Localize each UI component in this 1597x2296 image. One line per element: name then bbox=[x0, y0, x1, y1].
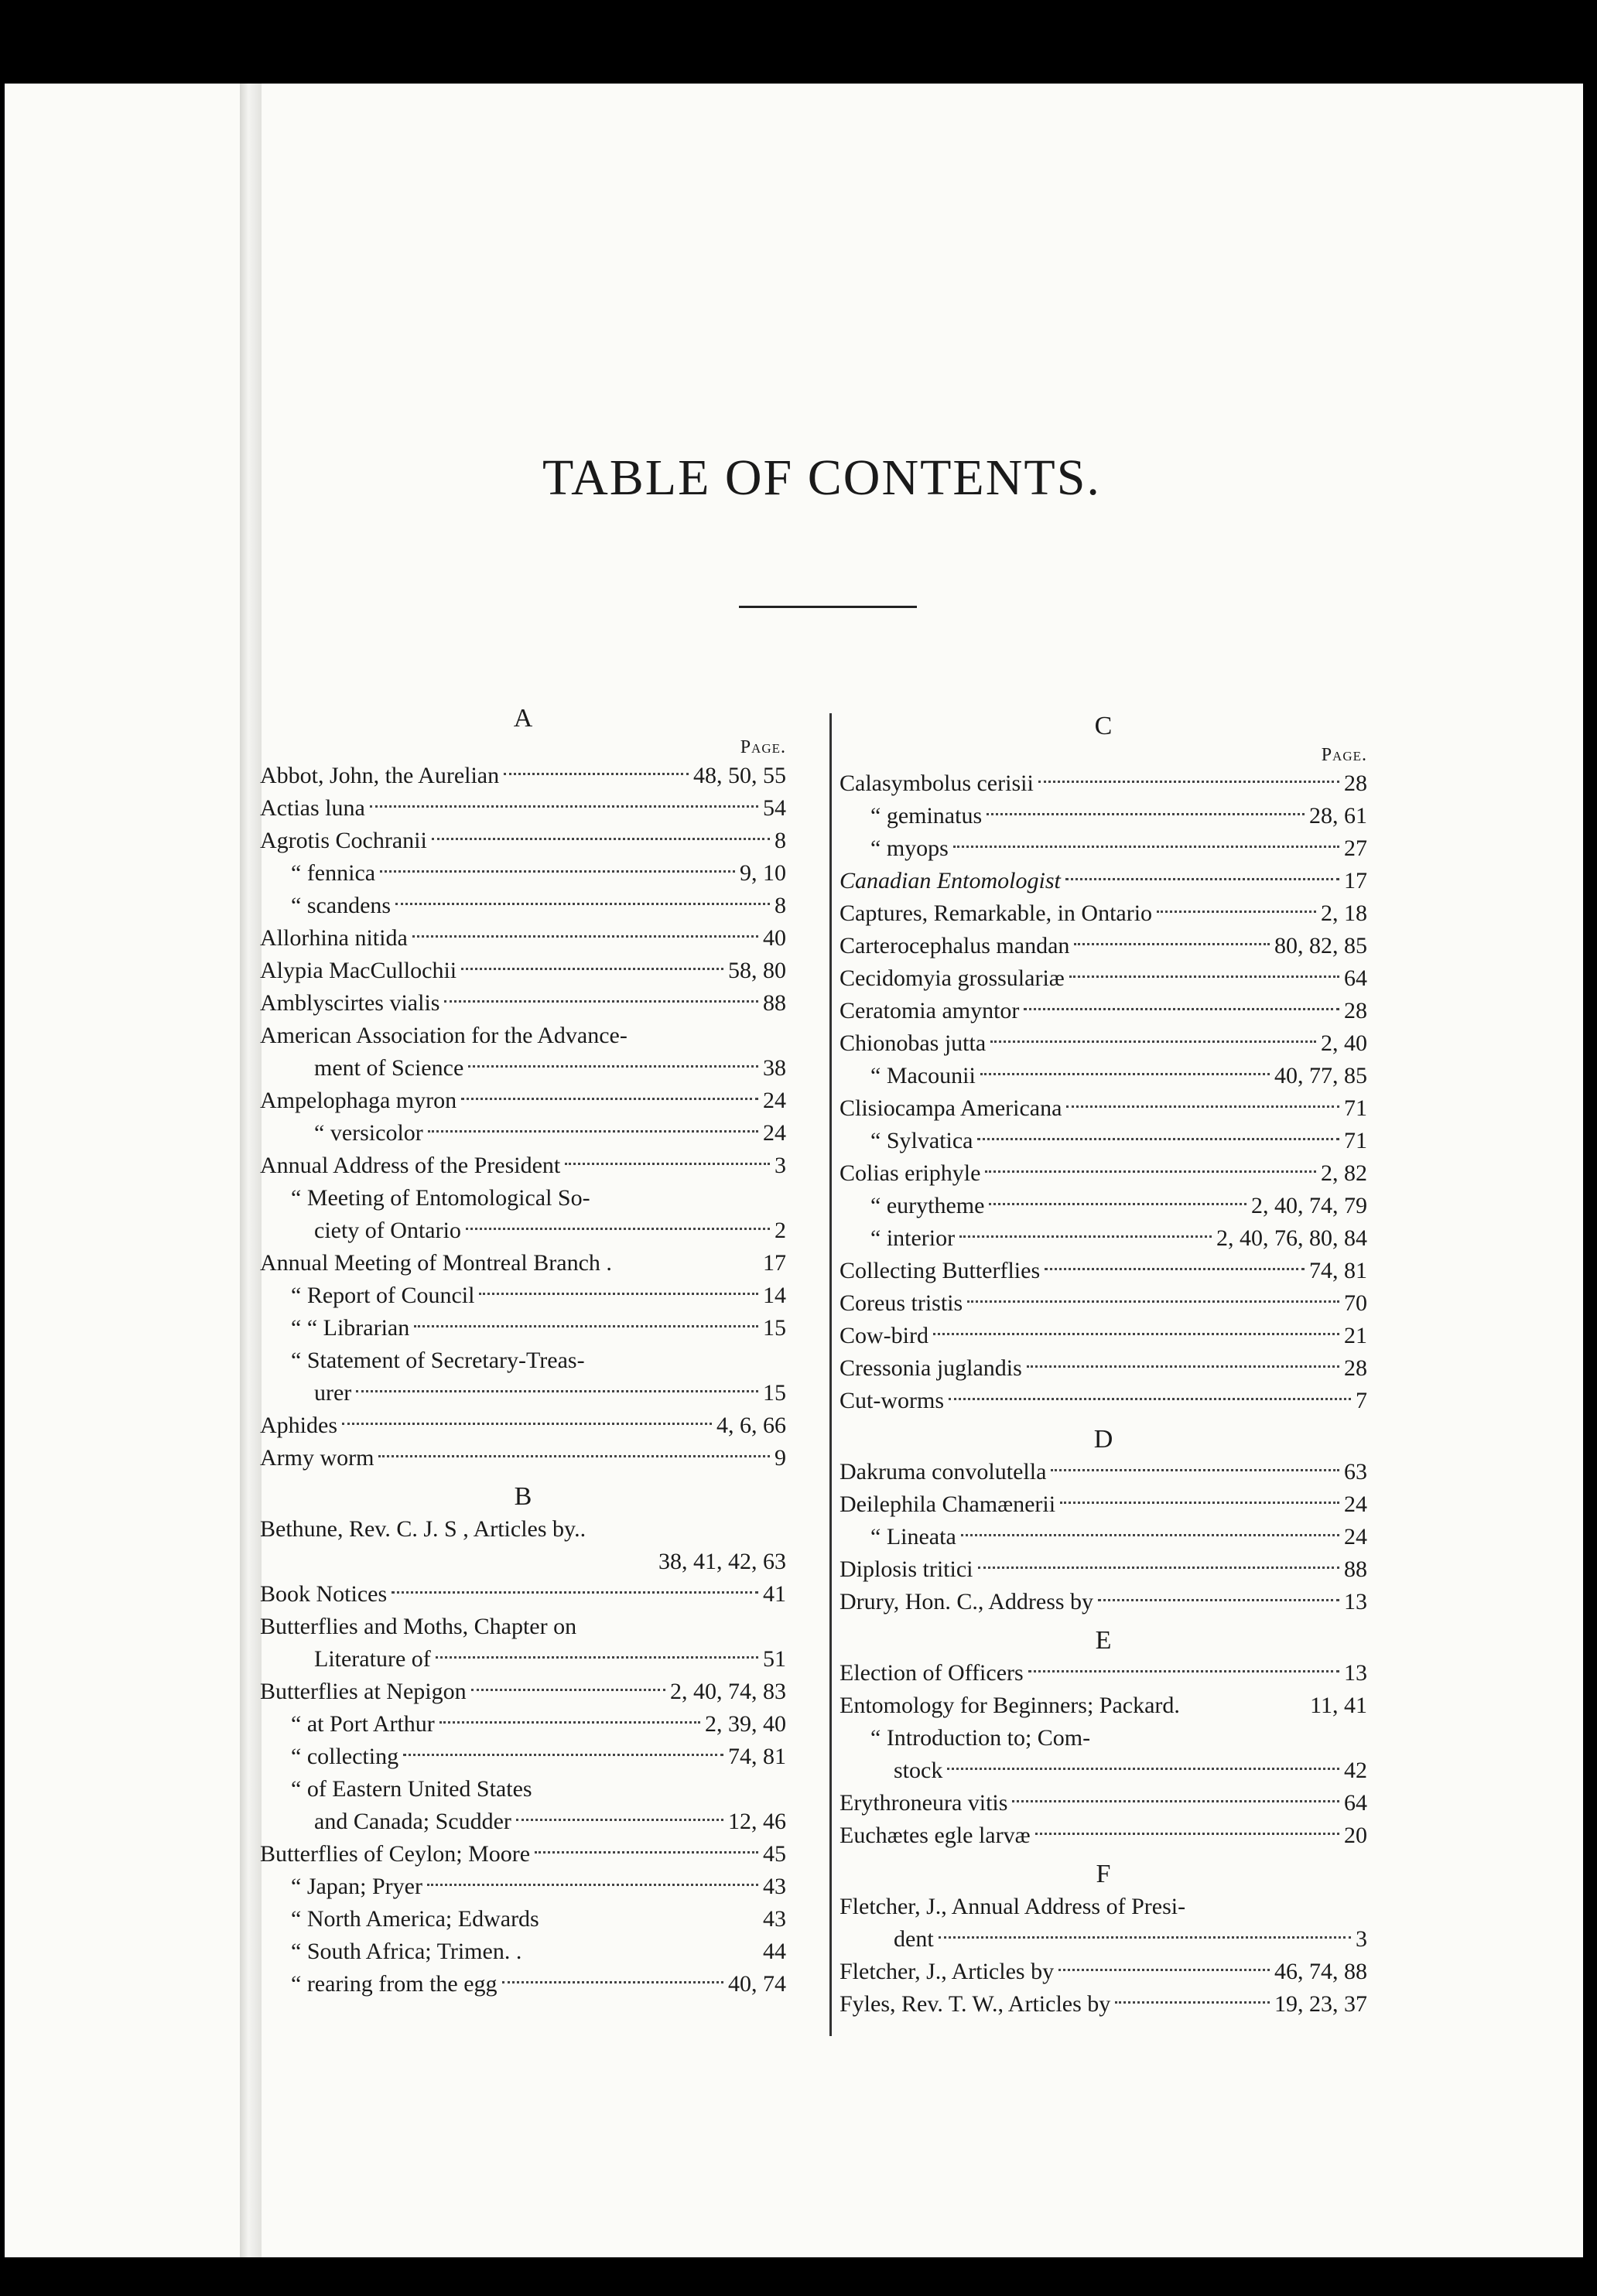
section-letter: A bbox=[513, 704, 533, 733]
entry-text: “ myops bbox=[870, 835, 949, 861]
entry-text: Cow-bird bbox=[840, 1323, 928, 1348]
entry-pages: 64 bbox=[1344, 1790, 1367, 1816]
index-entry bbox=[840, 1722, 1367, 1754]
entry-pages: 44 bbox=[763, 1939, 786, 1964]
page-column-heading: Page. bbox=[740, 737, 786, 757]
entry-pages: 46, 74, 88 bbox=[1274, 1959, 1367, 1984]
index-entry bbox=[260, 1546, 786, 1578]
dot-leader bbox=[1045, 1268, 1305, 1270]
entry-pages: 70 bbox=[1344, 1290, 1367, 1316]
entry-text: Deilephila Chamænerii bbox=[840, 1491, 1056, 1517]
entry-pages: 40 bbox=[763, 925, 786, 951]
dot-leader bbox=[466, 1228, 770, 1230]
entry-pages: 15 bbox=[763, 1315, 786, 1341]
entry-text: “ “ Librarian bbox=[291, 1315, 410, 1341]
index-entry bbox=[840, 1690, 1367, 1722]
index-entry bbox=[840, 1754, 1367, 1787]
dot-leader bbox=[380, 870, 735, 873]
entry-text: Election of Officers bbox=[840, 1660, 1024, 1686]
entry-text: Butterflies at Nepigon bbox=[260, 1679, 467, 1704]
entry-text: Abbot, John, the Aurelian bbox=[260, 763, 500, 788]
entry-text: Canadian Entomologist bbox=[840, 868, 1061, 893]
entry-text: “ North America; Edwards bbox=[291, 1906, 539, 1932]
dot-leader bbox=[1028, 1670, 1339, 1672]
entry-text: Cut-worms bbox=[840, 1388, 944, 1413]
entry-text: urer bbox=[314, 1380, 352, 1406]
dot-leader bbox=[1098, 1599, 1339, 1601]
dot-leader bbox=[939, 1936, 1351, 1939]
index-entry bbox=[260, 1150, 786, 1182]
entry-text: “ Sylvatica bbox=[870, 1128, 973, 1153]
index-entry bbox=[260, 1871, 786, 1903]
section-gap bbox=[840, 1618, 1367, 1625]
entry-pages: 88 bbox=[1344, 1556, 1367, 1582]
dot-leader bbox=[1069, 975, 1339, 978]
index-entry bbox=[260, 1968, 786, 2000]
entry-pages: 43 bbox=[763, 1874, 786, 1899]
index-entry bbox=[840, 1891, 1367, 1923]
section-gap bbox=[260, 1474, 786, 1481]
index-entry bbox=[260, 1611, 786, 1643]
dot-leader bbox=[356, 1390, 758, 1392]
entry-text: Agrotis Cochranii bbox=[260, 828, 427, 853]
index-entry bbox=[840, 800, 1367, 832]
index-entry bbox=[840, 1060, 1367, 1092]
entry-pages: 24 bbox=[763, 1088, 786, 1113]
entry-text: Drury, Hon. C., Address by bbox=[840, 1589, 1094, 1614]
entry-pages: 74, 81 bbox=[1309, 1258, 1367, 1283]
dot-leader bbox=[516, 1819, 723, 1821]
entry-text: “ eurytheme bbox=[870, 1193, 985, 1218]
entry-pages: 40, 77, 85 bbox=[1274, 1063, 1367, 1088]
entry-text: Book Notices bbox=[260, 1581, 388, 1607]
dot-leader bbox=[959, 1235, 1212, 1238]
dot-leader bbox=[428, 1130, 758, 1133]
entry-text: stock bbox=[894, 1758, 943, 1783]
index-entry bbox=[840, 995, 1367, 1027]
index-entry bbox=[840, 1988, 1367, 2021]
dot-leader bbox=[1038, 781, 1339, 783]
entry-text: Ceratomia amyntor bbox=[840, 998, 1020, 1023]
dot-leader bbox=[412, 935, 758, 938]
entry-text: “ interior bbox=[870, 1225, 956, 1251]
index-entry bbox=[840, 1320, 1367, 1352]
dot-leader bbox=[990, 1040, 1316, 1043]
entry-pages: 8 bbox=[775, 828, 786, 853]
section-letter: C bbox=[1094, 712, 1113, 740]
dot-leader bbox=[949, 1398, 1351, 1400]
index-entry bbox=[260, 1838, 786, 1871]
entry-text: and Canada; Scudder bbox=[314, 1809, 511, 1834]
section-letter: D bbox=[1093, 1425, 1113, 1454]
section-letter: E bbox=[1095, 1626, 1112, 1655]
entry-text: Butterflies of Ceylon; Moore bbox=[260, 1841, 531, 1867]
entry-pages: 28 bbox=[1344, 770, 1367, 796]
entry-pages: 12, 46 bbox=[728, 1809, 786, 1834]
page-column-heading: Page. bbox=[1321, 745, 1367, 765]
entry-text: Annual Meeting of Montreal Branch . bbox=[260, 1250, 612, 1276]
dot-leader bbox=[403, 1754, 723, 1756]
index-entry bbox=[840, 1222, 1367, 1255]
entry-pages: 17 bbox=[763, 1250, 786, 1276]
entry-pages: 2, 39, 40 bbox=[705, 1711, 786, 1737]
index-entry bbox=[840, 962, 1367, 995]
entry-pages: 71 bbox=[1344, 1095, 1367, 1121]
entry-pages: 14 bbox=[763, 1283, 786, 1308]
index-entry bbox=[260, 760, 786, 792]
index-entry bbox=[260, 857, 786, 890]
index-entry bbox=[260, 1676, 786, 1708]
index-entry bbox=[840, 1190, 1367, 1222]
index-entry bbox=[260, 1377, 786, 1409]
dot-leader bbox=[1115, 2001, 1270, 2004]
dot-leader bbox=[414, 1325, 758, 1327]
index-entry bbox=[840, 1157, 1367, 1190]
entry-text: Alypia MacCullochii bbox=[260, 958, 457, 983]
entry-text: Army worm bbox=[260, 1445, 374, 1471]
entry-text: dent bbox=[894, 1926, 934, 1952]
dot-leader bbox=[436, 1656, 758, 1659]
section-letter: B bbox=[514, 1482, 532, 1511]
entry-pages: 24 bbox=[1344, 1491, 1367, 1517]
index-entry bbox=[840, 1586, 1367, 1618]
entry-pages: 2, 82 bbox=[1321, 1160, 1367, 1186]
index-entry bbox=[260, 1182, 786, 1215]
entry-pages: 28 bbox=[1344, 1355, 1367, 1381]
entry-text: Erythroneura vitis bbox=[840, 1790, 1008, 1816]
entry-pages: 11, 41 bbox=[1310, 1693, 1367, 1718]
entry-text: Entomology for Beginners; Packard. bbox=[840, 1693, 1180, 1718]
dot-leader bbox=[1157, 911, 1316, 913]
index-entry bbox=[260, 955, 786, 987]
index-entry bbox=[840, 865, 1367, 897]
dot-leader bbox=[439, 1721, 700, 1724]
entry-pages: 2 bbox=[775, 1218, 786, 1243]
entry-text: “ rearing from the egg bbox=[291, 1971, 498, 1997]
entry-pages: 45 bbox=[763, 1841, 786, 1867]
index-entry bbox=[260, 1344, 786, 1377]
index-entry bbox=[260, 1247, 786, 1280]
dot-leader bbox=[1051, 1469, 1339, 1471]
index-entry bbox=[260, 1936, 786, 1968]
index-entry bbox=[260, 792, 786, 825]
entry-pages: 2, 40 bbox=[1321, 1030, 1367, 1056]
dot-leader bbox=[444, 1000, 758, 1003]
dot-leader bbox=[427, 1884, 758, 1886]
entry-pages: 80, 82, 85 bbox=[1274, 933, 1367, 958]
entry-text: Captures, Remarkable, in Ontario bbox=[840, 900, 1153, 926]
entry-text: Carterocephalus mandan bbox=[840, 933, 1070, 958]
dot-leader bbox=[432, 838, 770, 840]
entry-text: Clisiocampa Americana bbox=[840, 1095, 1062, 1121]
entry-text: Cressonia juglandis bbox=[840, 1355, 1022, 1381]
entry-text: “ Introduction to; Com- bbox=[870, 1725, 1091, 1751]
index-entry bbox=[840, 1956, 1367, 1988]
left-column bbox=[260, 702, 786, 2000]
index-entry bbox=[260, 1708, 786, 1741]
entry-pages: 15 bbox=[763, 1380, 786, 1406]
index-entry bbox=[840, 1819, 1367, 1852]
page-title: TABLE OF CONTENTS. bbox=[542, 449, 1101, 506]
dot-leader bbox=[1012, 1800, 1339, 1802]
index-entry bbox=[840, 1125, 1367, 1157]
dot-leader bbox=[392, 1591, 758, 1594]
entry-pages: 74, 81 bbox=[728, 1744, 786, 1769]
entry-pages: 28, 61 bbox=[1309, 803, 1367, 829]
index-entry bbox=[260, 1806, 786, 1838]
index-entry bbox=[260, 1312, 786, 1344]
entry-text: Dakruma convolutella bbox=[840, 1459, 1047, 1485]
section-gap bbox=[840, 1417, 1367, 1423]
entry-pages: 40, 74 bbox=[728, 1971, 786, 1997]
entry-pages: 17 bbox=[1344, 868, 1367, 893]
entry-text: Butterflies and Moths, Chapter on bbox=[260, 1614, 577, 1639]
dot-leader bbox=[961, 1534, 1339, 1536]
index-entry bbox=[840, 1923, 1367, 1956]
dot-leader bbox=[985, 1170, 1316, 1173]
dot-leader bbox=[468, 1065, 758, 1068]
dot-leader bbox=[980, 1073, 1270, 1075]
entry-text: Colias eriphyle bbox=[840, 1160, 981, 1186]
entry-pages: 24 bbox=[763, 1120, 786, 1146]
page-fold bbox=[240, 84, 262, 2257]
dot-leader bbox=[1027, 1365, 1339, 1368]
index-entry bbox=[840, 1255, 1367, 1287]
entry-text: American Association for the Advance- bbox=[260, 1023, 628, 1048]
entry-text: Diplosis tritici bbox=[840, 1556, 973, 1582]
title-rule bbox=[739, 606, 917, 608]
entry-text: “ Lineata bbox=[870, 1524, 956, 1549]
dot-leader bbox=[987, 813, 1305, 815]
entry-text: “ Japan; Pryer bbox=[291, 1874, 422, 1899]
entry-pages: 63 bbox=[1344, 1459, 1367, 1485]
dot-leader bbox=[378, 1455, 770, 1457]
entry-pages: 48, 50, 55 bbox=[693, 763, 786, 788]
entry-text: Amblyscirtes vialis bbox=[260, 990, 440, 1016]
entry-pages: 2, 40, 74, 79 bbox=[1251, 1193, 1367, 1218]
entry-text: “ Macounii bbox=[870, 1063, 976, 1088]
dot-leader bbox=[461, 968, 723, 970]
dot-leader bbox=[967, 1300, 1339, 1303]
entry-text: Fyles, Rev. T. W., Articles by bbox=[840, 1991, 1111, 2017]
index-entry bbox=[260, 890, 786, 922]
dot-leader bbox=[502, 1981, 723, 1983]
entry-text: “ Meeting of Entomological So- bbox=[291, 1185, 590, 1211]
index-entry bbox=[840, 1092, 1367, 1125]
entry-text: “ at Port Arthur bbox=[291, 1711, 435, 1737]
dot-leader bbox=[989, 1203, 1246, 1205]
dot-leader bbox=[1066, 1105, 1339, 1108]
dot-leader bbox=[977, 1138, 1339, 1140]
index-entry bbox=[840, 1488, 1367, 1521]
dot-leader bbox=[978, 1567, 1340, 1569]
entry-text: “ Statement of Secretary-Treas- bbox=[291, 1348, 585, 1373]
entry-pages: 2, 40, 74, 83 bbox=[670, 1679, 786, 1704]
index-entry bbox=[260, 1215, 786, 1247]
entry-text: “ fennica bbox=[291, 860, 376, 886]
entry-text: Calasymbolus cerisii bbox=[840, 770, 1034, 796]
entry-pages: 28 bbox=[1344, 998, 1367, 1023]
entry-pages: 27 bbox=[1344, 835, 1367, 861]
entry-pages: 64 bbox=[1344, 965, 1367, 991]
index-entry bbox=[260, 987, 786, 1020]
entry-pages: 51 bbox=[763, 1646, 786, 1672]
entry-pages: 88 bbox=[763, 990, 786, 1016]
index-entry bbox=[260, 1280, 786, 1312]
entry-text: Allorhina nitida bbox=[260, 925, 408, 951]
dot-leader bbox=[342, 1423, 712, 1425]
entry-pages: 19, 23, 37 bbox=[1274, 1991, 1367, 2017]
entry-pages: 20 bbox=[1344, 1823, 1367, 1848]
entry-pages: 38, 41, 42, 63 bbox=[658, 1549, 786, 1574]
section-letter: F bbox=[1096, 1860, 1111, 1888]
entry-text: Euchætes egle larvæ bbox=[840, 1823, 1031, 1848]
index-entry bbox=[260, 1085, 786, 1117]
entry-text: “ Report of Council bbox=[291, 1283, 475, 1308]
entry-text: Coreus tristis bbox=[840, 1290, 963, 1316]
index-entry bbox=[840, 1385, 1367, 1417]
index-entry bbox=[260, 1409, 786, 1442]
dot-leader bbox=[1060, 1502, 1339, 1504]
index-entry bbox=[840, 1027, 1367, 1060]
index-entry bbox=[260, 1052, 786, 1085]
dot-leader bbox=[504, 773, 689, 775]
entry-text: Fletcher, J., Annual Address of Presi- bbox=[840, 1894, 1186, 1919]
entry-pages: 3 bbox=[775, 1153, 786, 1178]
entry-pages: 43 bbox=[763, 1906, 786, 1932]
index-entry bbox=[260, 1020, 786, 1052]
entry-text: Collecting Butterflies bbox=[840, 1258, 1041, 1283]
index-entry bbox=[840, 1456, 1367, 1488]
entry-text: Bethune, Rev. C. J. S , Articles by.. bbox=[260, 1516, 586, 1542]
dot-leader bbox=[535, 1851, 758, 1854]
entry-pages: 24 bbox=[1344, 1524, 1367, 1549]
index-entry bbox=[260, 1513, 786, 1546]
index-entry bbox=[840, 767, 1367, 800]
entry-text: Actias luna bbox=[260, 795, 365, 821]
index-entry bbox=[840, 832, 1367, 865]
index-entry bbox=[840, 1521, 1367, 1553]
entry-text: “ scandens bbox=[291, 893, 392, 918]
dot-leader bbox=[953, 846, 1339, 848]
index-entry bbox=[260, 825, 786, 857]
index-entry bbox=[840, 1657, 1367, 1690]
entry-text: Fletcher, J., Articles by bbox=[840, 1959, 1055, 1984]
dot-leader bbox=[565, 1163, 770, 1165]
entry-text: “ of Eastern United States bbox=[291, 1776, 532, 1802]
entry-text: Cecidomyia grossulariæ bbox=[840, 965, 1065, 991]
entry-text: “ South Africa; Trimen. . bbox=[291, 1939, 522, 1964]
entry-text: Aphides bbox=[260, 1413, 337, 1438]
column-divider bbox=[829, 713, 832, 2036]
dot-leader bbox=[461, 1098, 758, 1100]
index-entry bbox=[840, 1287, 1367, 1320]
dot-leader bbox=[1065, 878, 1339, 880]
entry-text: Annual Address of the President bbox=[260, 1153, 561, 1178]
entry-text: “ geminatus bbox=[870, 803, 983, 829]
index-entry bbox=[840, 1553, 1367, 1586]
entry-pages: 3 bbox=[1356, 1926, 1367, 1952]
entry-text: Chionobas jutta bbox=[840, 1030, 987, 1056]
index-entry bbox=[260, 1773, 786, 1806]
index-entry bbox=[260, 922, 786, 955]
entry-pages: 41 bbox=[763, 1581, 786, 1607]
entry-pages: 2, 18 bbox=[1321, 900, 1367, 926]
index-entry bbox=[260, 1643, 786, 1676]
dot-leader bbox=[1074, 943, 1270, 945]
entry-pages: 21 bbox=[1344, 1323, 1367, 1348]
entry-pages: 54 bbox=[763, 795, 786, 821]
dot-leader bbox=[947, 1768, 1339, 1770]
index-entry bbox=[840, 1787, 1367, 1819]
dot-leader bbox=[370, 805, 758, 808]
index-entry bbox=[260, 1903, 786, 1936]
entry-text: ciety of Ontario bbox=[314, 1218, 461, 1243]
dot-leader bbox=[479, 1293, 758, 1295]
index-entry bbox=[260, 1741, 786, 1773]
entry-pages: 71 bbox=[1344, 1128, 1367, 1153]
entry-text: Literature of bbox=[314, 1646, 431, 1672]
entry-pages: 9 bbox=[775, 1445, 786, 1471]
index-entry bbox=[260, 1117, 786, 1150]
entry-text: ment of Science bbox=[314, 1055, 464, 1081]
dot-leader bbox=[1024, 1008, 1339, 1010]
dot-leader bbox=[933, 1333, 1339, 1335]
dot-leader bbox=[1035, 1833, 1339, 1835]
index-entry bbox=[840, 897, 1367, 930]
entry-pages: 38 bbox=[763, 1055, 786, 1081]
right-column bbox=[840, 710, 1367, 2021]
entry-pages: 8 bbox=[775, 893, 786, 918]
index-entry bbox=[840, 930, 1367, 962]
entry-pages: 58, 80 bbox=[728, 958, 786, 983]
index-entry bbox=[260, 1578, 786, 1611]
dot-leader bbox=[1058, 1969, 1270, 1971]
entry-pages: 13 bbox=[1344, 1660, 1367, 1686]
entry-pages: 2, 40, 76, 80, 84 bbox=[1216, 1225, 1367, 1251]
dot-leader bbox=[471, 1689, 665, 1691]
index-entry bbox=[260, 1442, 786, 1474]
entry-pages: 13 bbox=[1344, 1589, 1367, 1614]
entry-text: “ versicolor bbox=[314, 1120, 423, 1146]
dot-leader bbox=[395, 903, 770, 905]
entry-pages: 9, 10 bbox=[740, 860, 786, 886]
entry-text: “ collecting bbox=[291, 1744, 399, 1769]
entry-pages: 42 bbox=[1344, 1758, 1367, 1783]
entry-text: Ampelophaga myron bbox=[260, 1088, 457, 1113]
index-entry bbox=[840, 1352, 1367, 1385]
entry-pages: 4, 6, 66 bbox=[716, 1413, 786, 1438]
entry-pages: 7 bbox=[1356, 1388, 1367, 1413]
section-gap bbox=[840, 1852, 1367, 1858]
